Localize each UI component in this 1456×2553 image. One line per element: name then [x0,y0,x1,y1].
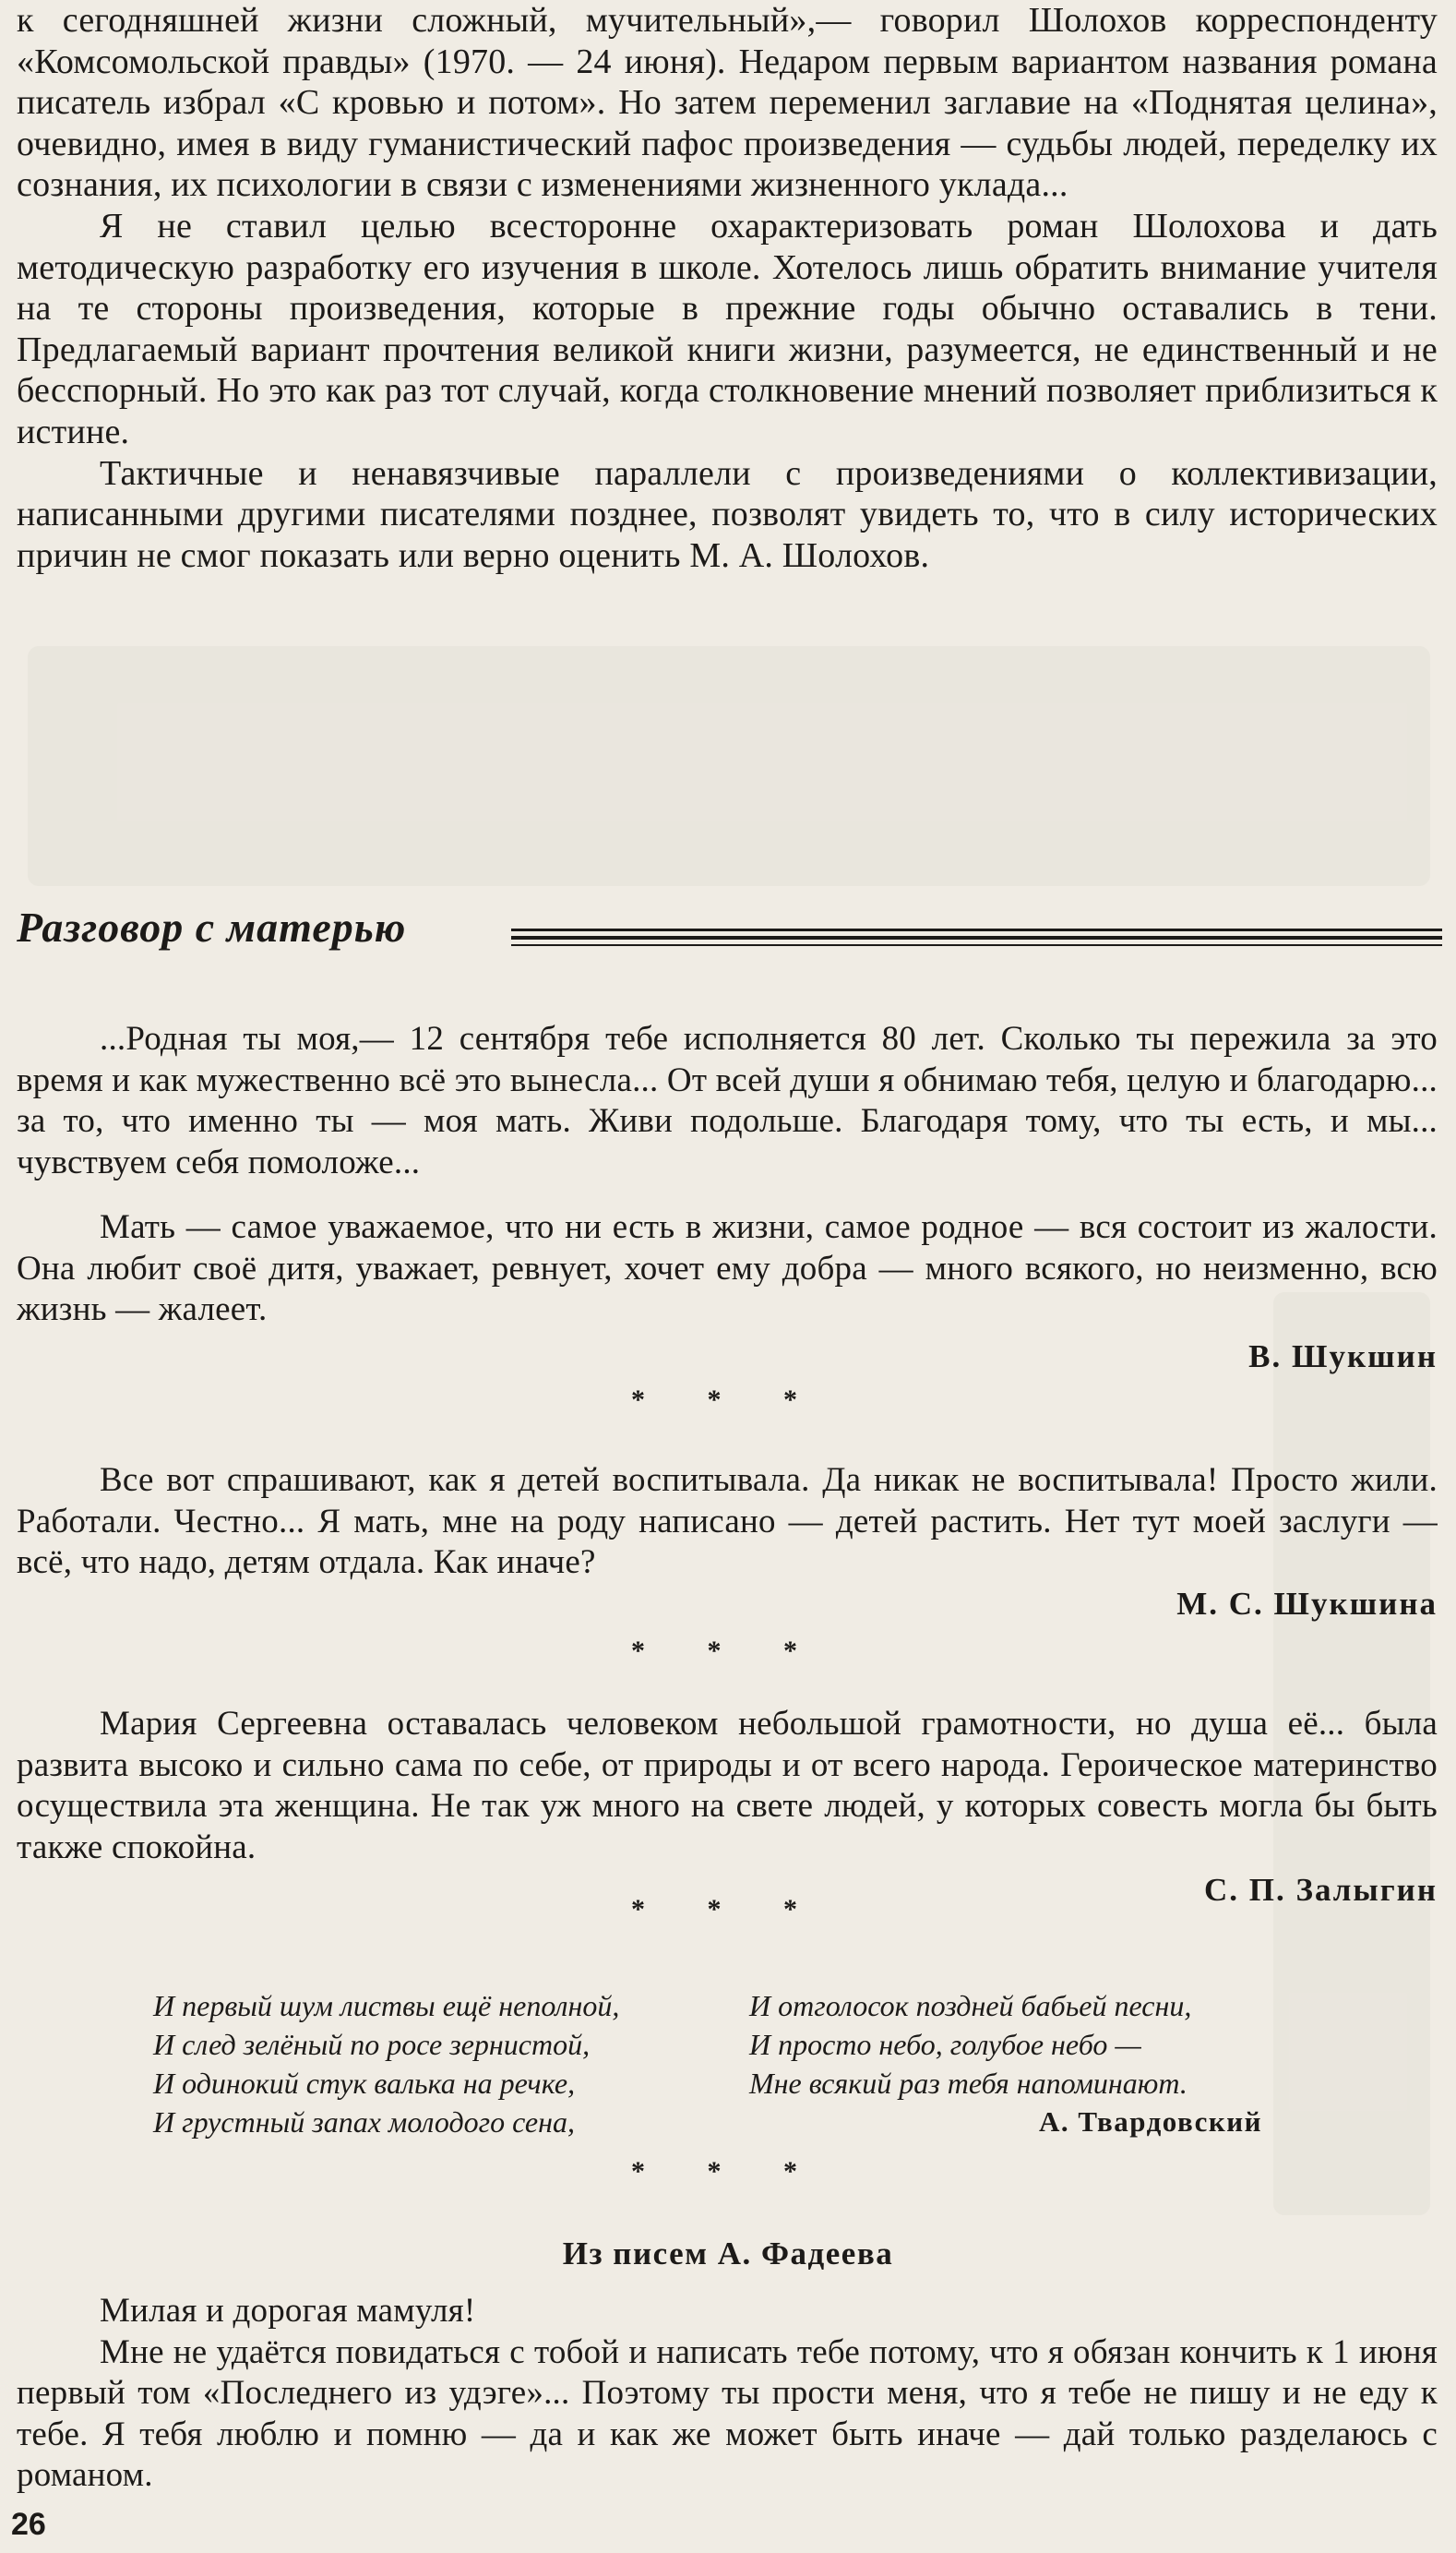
poem-line: И одинокий стук валька на речке, [153,2067,576,2100]
quote-block [17,1704,1438,1909]
page-number: 26 [11,2507,46,2542]
poem-author: А. Твардовский [1039,2105,1262,2138]
quote-text: Мать — самое уважаемое, что ни есть в жизни, самое родное — вся состоит из жалости. Она любит своё дитя, уважает, ревнует, хочет ему добра — много всякого, но неизменно, всю жизнь — жалеет. [17,1208,1438,1328]
quote-author: М. С. Шукшина [1176,1585,1438,1622]
intro-paragraph: Тактичные и ненавязчивые параллели с произведениями о коллективизации, написанными другими писателями позднее, позволят увидеть то, что в силу исторических причин не смог показать или верно оценить М. А. Шолохов. [17,453,1438,575]
quote-author: В. Шукшин [1248,1337,1438,1374]
letter-body: Мне не удаётся повидаться с тобой и написать тебе потому, что я обязан кончить к 1 июня первый том «Последнего из удэге»... Поэтому ты прости меня, что я тебе не пишу и не еду к тебе. Я тебя люблю и помню — да и как же может быть иначе — дай только разделаюсь с романом. [17,2332,1438,2494]
quote-author: С. П. Залыгин [1204,1872,1438,1908]
poem-line: Мне всякий раз тебя напоминают. [749,2067,1187,2100]
show-through-stain [28,646,1430,886]
separator-stars: * * * [631,1384,825,1415]
quote-block [17,1460,1438,1623]
quote-block [17,1019,1438,1183]
poem-line: И первый шум листвы ещё неполной, [153,1989,620,2022]
section-heading [17,903,1442,958]
separator-stars: * * * [631,2156,825,2187]
letter-greeting: Милая и дорогая мамуля! [100,2292,476,2330]
poem-column-left [153,1986,744,2141]
heading-rule [511,936,1442,940]
separator-stars: * * * [631,1894,825,1924]
poem-line: И след зелёный по росе зернистой, [153,2028,591,2061]
heading-rule [511,929,1442,931]
quote-text: Все вот спрашивают, как я детей воспитывала. Да никак не воспитывала! Просто жили. Работали. Честно... Я мать, мне на роду написано — детей растить. Нет тут моей заслуги — всё, что надо, детям отдала. Как иначе? [17,1461,1438,1581]
intro-text [17,0,1438,576]
quote-text: Мария Сергеевна оставалась человеком небольшой грамотности, но душа её... была развита высоко и сильно сама по себе, от природы и от всего народа. Героическое материнство осуществила эта женщина. Не так уж много на свете людей, у которых совесть могла бы быть также спокойна. [17,1705,1438,1866]
poem-line: И грустный запах молодого сена, [153,2105,575,2139]
section-title: Разговор с матерью [17,904,407,951]
heading-rule [511,944,1442,946]
separator-stars: * * * [631,1636,825,1666]
quote-block [17,1207,1438,1375]
quote-text: ...Родная ты моя,— 12 сентября тебе исполняется 80 лет. Сколько ты пережила за это время и как мужественно всё это вынесла... От всей души я обнимаю тебя, целую и благодарю... за то, что именно ты — моя мать. Живи подольше. Благодаря тому, что ты есть, и мы... чувствуем себя помоложе... [17,1020,1438,1181]
intro-paragraph: к сегодняшней жизни сложный, мучительный»,— говорил Шолохов корреспонденту «Комсомольской правды» (1970. — 24 июня). Недаром первым вариантом названия романа писатель избрал «С кровью и потом». Но затем переменил заглавие на «Поднятая целина», очевидно, имея в виду гуманистический пафос произведения — судьбы людей, переделку их сознания, их психологии в связи с изменениями жизненного уклада... [17,1,1438,205]
intro-paragraph: Я не ставил целью всесторонне охарактеризовать роман Шолохова и дать методическую разработку его изучения в школе. Хотелось лишь обратить внимание учителя на те стороны произведения, которые в прежние годы обычно оставались в тени. Предлагаемый вариант прочтения великой книги жизни, разумеется, не единственный и не бесспорный. Но это как раз тот случай, когда столкновение мнений позволяет приблизиться к истине. [17,206,1438,451]
poem-line: И отголосок поздней бабьей песни, [749,1989,1192,2022]
letters-heading: Из писем А. Фадеева [562,2235,894,2271]
poem-column-right [749,1986,1303,2103]
poem-line: И просто небо, голубое небо — [749,2028,1141,2061]
letter-block [17,2291,1438,2497]
